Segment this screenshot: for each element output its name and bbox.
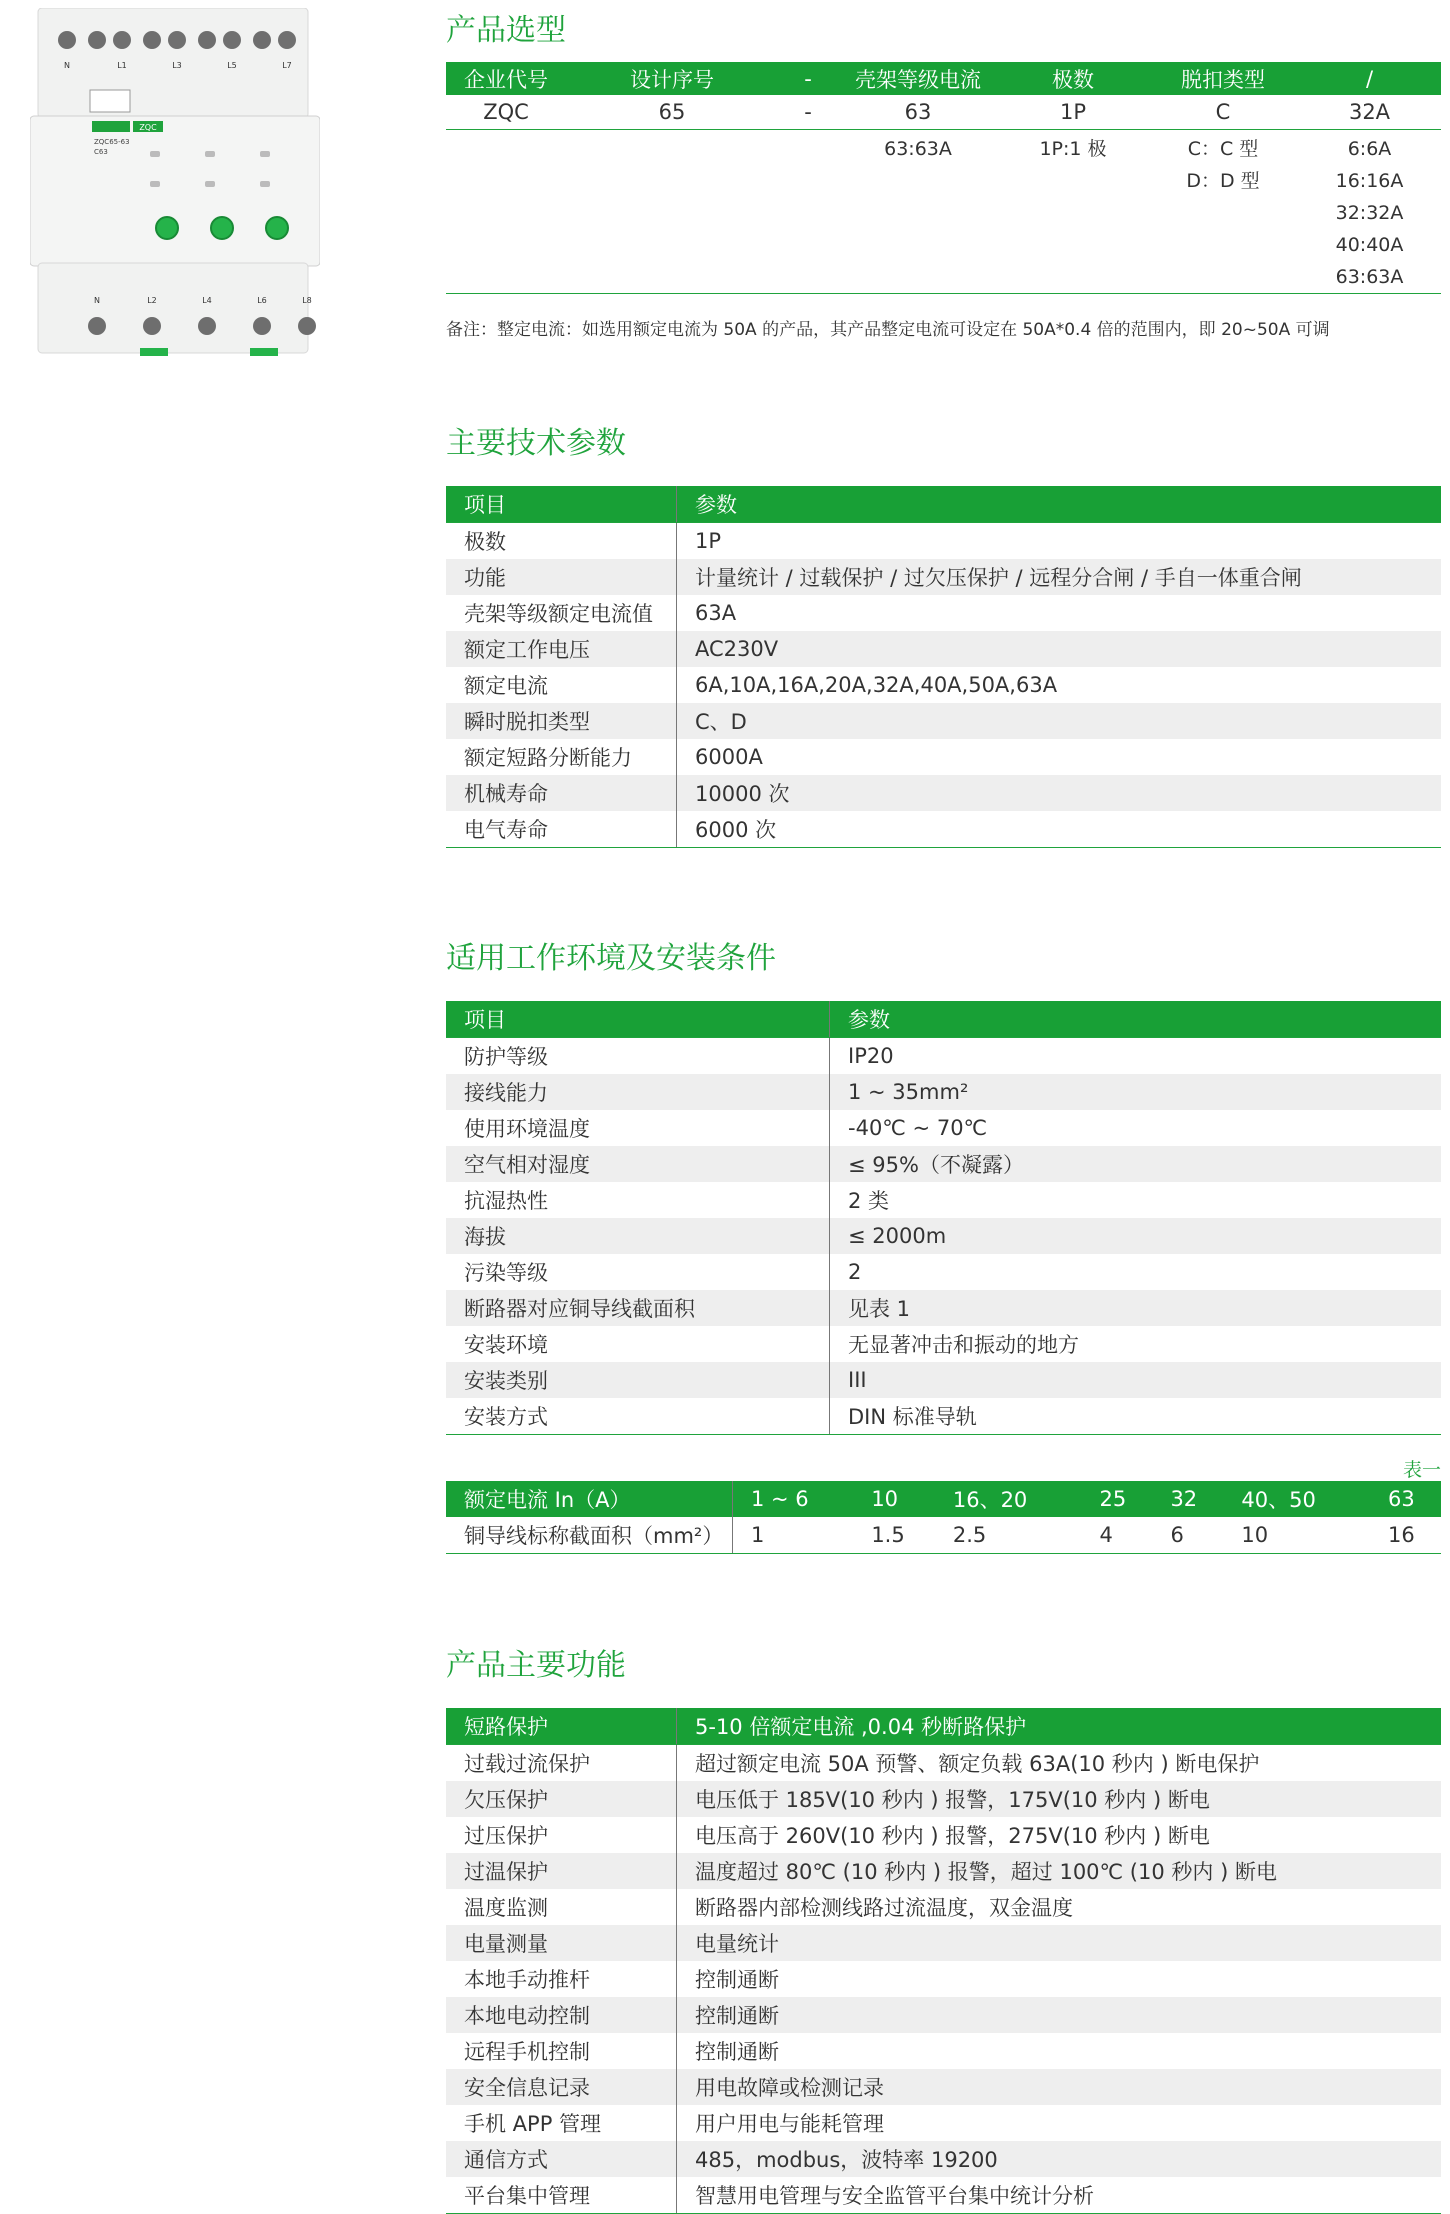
row-label: 壳架等级额定电流值 xyxy=(446,595,677,631)
row-label: 安装方式 xyxy=(446,1398,830,1435)
row-label: 手机 APP 管理 xyxy=(446,2105,677,2141)
terminal-label: L2 xyxy=(147,296,157,305)
row-value: IP20 xyxy=(848,1044,894,1068)
row-value: C、D xyxy=(677,703,1442,739)
table-row xyxy=(446,667,1441,703)
row-value: 1 ~ 35mm² xyxy=(830,1074,1442,1110)
table-row xyxy=(446,1398,1441,1435)
table-row-label: 铜导线标称截面积（mm²） xyxy=(446,1517,733,1554)
row-label: 电气寿命 xyxy=(446,811,677,848)
table-row xyxy=(446,1961,1441,1997)
table-row xyxy=(446,811,1441,848)
row-value: 6000A xyxy=(695,745,763,769)
product-image xyxy=(30,8,320,358)
row-label: 安全信息记录 xyxy=(446,2069,677,2105)
table-row xyxy=(446,2069,1441,2105)
table-header-row xyxy=(446,486,1441,523)
row-value: DIN 标准导轨 xyxy=(830,1398,1442,1435)
table-row xyxy=(446,1889,1441,1925)
terminal-label: L6 xyxy=(257,296,267,305)
table-row xyxy=(446,1146,1441,1182)
section-title-selection: 产品选型 xyxy=(446,13,566,48)
table-cell: 1 ~ 6 xyxy=(733,1481,854,1517)
row-value: ≤ 95%（不凝露） xyxy=(830,1146,1442,1182)
row-value: 电压高于 260V(10 秒内 ) 报警，275V(10 秒内 ) 断电 xyxy=(695,1824,1210,1848)
row-label: 极数 xyxy=(446,523,677,560)
row-label: 空气相对湿度 xyxy=(446,1146,830,1182)
row-value: 2 xyxy=(848,1260,862,1284)
wire-size-table xyxy=(446,1481,1441,1554)
row-value: 用电故障或检测记录 xyxy=(677,2069,1442,2105)
table-header-row xyxy=(446,1481,1441,1517)
table-row xyxy=(446,95,1441,130)
row-label: 瞬时脱扣类型 xyxy=(446,703,677,739)
table-row xyxy=(446,1110,1441,1146)
table-cell: 63 xyxy=(838,95,998,130)
table-row xyxy=(446,1290,1441,1326)
row-label: 本地手动推杆 xyxy=(446,1961,677,1997)
table-cell: 6 xyxy=(1152,1517,1223,1554)
table-header: 项目 xyxy=(446,1001,830,1038)
row-label: 额定短路分断能力 xyxy=(446,739,677,775)
row-value: 63A xyxy=(695,601,737,625)
table-row xyxy=(446,1218,1441,1254)
table-row xyxy=(446,1326,1441,1362)
row-value: 无显著冲击和振动的地方 xyxy=(848,1333,1079,1357)
table-header: 短路保护 xyxy=(446,1708,677,1745)
row-value: 计量统计 / 过载保护 / 过欠压保护 / 远程分合闸 / 手自一体重合闸 xyxy=(677,559,1442,595)
functions-table xyxy=(446,1708,1441,2214)
tech-params-table xyxy=(446,486,1441,848)
table-row xyxy=(446,1817,1441,1853)
row-value: 用户用电与能耗管理 xyxy=(695,2112,884,2136)
table-row xyxy=(446,523,1441,560)
row-value: 1P xyxy=(695,529,722,553)
table-header: / xyxy=(1298,62,1441,95)
option-item: 63:63A xyxy=(884,138,952,160)
section-title-functions: 产品主要功能 xyxy=(446,1648,626,1683)
table-header: 设计序号 xyxy=(566,62,778,95)
table-row xyxy=(446,2177,1441,2214)
row-label: 温度监测 xyxy=(446,1889,677,1925)
table-row xyxy=(446,775,1441,811)
table-row xyxy=(446,559,1441,595)
env-params-table xyxy=(446,1001,1441,1435)
model-text: ZQC65-63 xyxy=(94,138,130,146)
table-row xyxy=(446,631,1441,667)
row-label: 海拔 xyxy=(446,1218,830,1254)
table-row xyxy=(446,595,1441,631)
terminal-label: L1 xyxy=(117,61,127,70)
row-value: 超过额定电流 50A 预警、额定负载 63A(10 秒内 ) 断电保护 xyxy=(695,1752,1260,1776)
table-cell: 16 xyxy=(1370,1517,1441,1554)
table-header: - xyxy=(778,62,838,95)
row-value: 6A,10A,16A,20A,32A,40A,50A,63A xyxy=(695,673,1058,697)
table-cell: 1P xyxy=(998,95,1148,130)
table-row xyxy=(446,1745,1441,1782)
option-item: C：C 型 xyxy=(1187,138,1259,160)
table-cell: 1.5 xyxy=(853,1517,935,1554)
terminal-label: L4 xyxy=(202,296,212,305)
table-header: 脱扣类型 xyxy=(1148,62,1298,95)
row-label: 接线能力 xyxy=(446,1074,830,1110)
terminal-label: L3 xyxy=(172,61,182,70)
pole-options xyxy=(998,130,1148,294)
rating-text: C63 xyxy=(94,148,108,156)
row-value: 控制通断 xyxy=(695,1968,779,1992)
row-value: 智慧用电管理与安全监管平台集中统计分析 xyxy=(677,2177,1442,2214)
table-header: 额定电流 In（A） xyxy=(446,1481,733,1517)
option-item: 63:63A xyxy=(1335,266,1404,288)
row-label: 污染等级 xyxy=(446,1254,830,1290)
table-row xyxy=(446,1853,1441,1889)
row-value: 控制通断 xyxy=(677,1997,1442,2033)
table-header: 极数 xyxy=(998,62,1148,95)
section-title-env: 适用工作环境及安装条件 xyxy=(446,941,776,976)
row-value: ≤ 2000m xyxy=(830,1218,1442,1254)
table-row xyxy=(446,1925,1441,1961)
table-header: 企业代号 xyxy=(446,62,566,95)
row-label: 平台集中管理 xyxy=(446,2177,677,2214)
table-header: 参数 xyxy=(830,1001,1442,1038)
table-cell: 25 xyxy=(1081,1481,1152,1517)
row-label: 远程手机控制 xyxy=(446,2033,677,2069)
terminal-label: L8 xyxy=(302,296,312,305)
row-label: 安装环境 xyxy=(446,1326,830,1362)
option-item: 32:32A xyxy=(1335,202,1404,224)
table-row xyxy=(446,2105,1441,2141)
row-label: 过载过流保护 xyxy=(446,1745,677,1782)
table-cell: 65 xyxy=(566,95,778,130)
table-cell: ZQC xyxy=(446,95,566,130)
table-cell: 4 xyxy=(1081,1517,1152,1554)
table-header-row xyxy=(446,62,1441,95)
table-cell: 16、20 xyxy=(935,1481,1082,1517)
row-value: 6000 次 xyxy=(677,811,1442,848)
table-row xyxy=(446,1074,1441,1110)
table-row xyxy=(446,2033,1441,2069)
row-label: 额定工作电压 xyxy=(446,631,677,667)
selection-note: 备注：整定电流：如选用额定电流为 50A 的产品，其产品整定电流可设定在 50A*0.4 倍的范围内，即 20~50A 可调 xyxy=(446,320,1330,340)
row-value: AC230V xyxy=(677,631,1442,667)
row-value: 电压低于 185V(10 秒内 ) 报警，175V(10 秒内 ) 断电 xyxy=(677,1781,1442,1817)
table-row xyxy=(446,739,1441,775)
table-cell: - xyxy=(778,95,838,130)
row-label: 欠压保护 xyxy=(446,1781,677,1817)
terminal-label: N xyxy=(94,296,100,305)
row-value: 断路器内部检测线路过流温度，双金温度 xyxy=(695,1896,1073,1920)
selection-table xyxy=(446,62,1441,294)
row-label: 电量测量 xyxy=(446,1925,677,1961)
table-header-row xyxy=(446,1708,1441,1745)
row-value: III xyxy=(830,1362,1442,1398)
row-value: 控制通断 xyxy=(695,2040,779,2064)
option-item: D：D 型 xyxy=(1186,170,1260,192)
table-row xyxy=(446,1182,1441,1218)
row-label: 功能 xyxy=(446,559,677,595)
table-cell: 10 xyxy=(1223,1517,1370,1554)
table-row xyxy=(446,1781,1441,1817)
terminal-label: L5 xyxy=(227,61,237,70)
terminal-label: N xyxy=(64,61,70,70)
row-label: 抗湿热性 xyxy=(446,1182,830,1218)
terminal-label: L7 xyxy=(282,61,292,70)
row-label: 额定电流 xyxy=(446,667,677,703)
table-row xyxy=(446,1254,1441,1290)
option-item: 16:16A xyxy=(1335,170,1404,192)
row-label: 使用环境温度 xyxy=(446,1110,830,1146)
table-row xyxy=(446,1362,1441,1398)
table-row xyxy=(446,703,1441,739)
table-cell: 32 xyxy=(1152,1481,1223,1517)
brand-strip xyxy=(92,121,130,132)
table-row xyxy=(446,2141,1441,2177)
table-row xyxy=(446,1038,1441,1075)
table-row xyxy=(446,1517,1441,1554)
option-item: 6:6A xyxy=(1347,138,1392,160)
current-options xyxy=(1298,130,1441,294)
row-value: -40℃ ~ 70℃ xyxy=(848,1116,988,1140)
table-cell: 40、50 xyxy=(1223,1481,1370,1517)
row-label: 过温保护 xyxy=(446,1853,677,1889)
section-title-tech: 主要技术参数 xyxy=(446,426,626,461)
row-label: 本地电动控制 xyxy=(446,1997,677,2033)
row-label: 防护等级 xyxy=(446,1038,830,1075)
row-label: 通信方式 xyxy=(446,2141,677,2177)
table-header-row xyxy=(446,1001,1441,1038)
row-value: 电量统计 xyxy=(677,1925,1442,1961)
option-item: 1P:1 极 xyxy=(1039,138,1107,160)
row-value: 2 类 xyxy=(848,1189,890,1213)
table-header: 壳架等级电流 xyxy=(838,62,998,95)
row-label: 过压保护 xyxy=(446,1817,677,1853)
options-row xyxy=(446,130,1441,294)
row-value: 见表 1 xyxy=(830,1290,1442,1326)
table-cell: 10 xyxy=(853,1481,935,1517)
row-value: 485，modbus，波特率 19200 xyxy=(677,2141,1442,2177)
row-label: 断路器对应铜导线截面积 xyxy=(446,1290,830,1326)
row-value: 10000 次 xyxy=(677,775,1442,811)
table-cell: 63 xyxy=(1370,1481,1441,1517)
table-header: 5-10 倍额定电流 ,0.04 秒断路保护 xyxy=(677,1708,1442,1745)
brand-logo: ZQC xyxy=(139,123,157,132)
trip-options xyxy=(1148,130,1298,294)
row-label: 机械寿命 xyxy=(446,775,677,811)
table-one-label: 表一 xyxy=(1402,1459,1441,1481)
table-header: 参数 xyxy=(677,486,1442,523)
table-cell: 32A xyxy=(1298,95,1441,130)
table-cell: 1 xyxy=(733,1517,854,1554)
row-value: 温度超过 80℃ (10 秒内 ) 报警，超过 100℃ (10 秒内 ) 断电 xyxy=(677,1853,1442,1889)
table-header: 项目 xyxy=(446,486,677,523)
frame-options xyxy=(838,130,998,294)
table-cell: C xyxy=(1148,95,1298,130)
option-item: 40:40A xyxy=(1335,234,1404,256)
table-row xyxy=(446,1997,1441,2033)
row-label: 安装类别 xyxy=(446,1362,830,1398)
table-cell: 2.5 xyxy=(935,1517,1082,1554)
